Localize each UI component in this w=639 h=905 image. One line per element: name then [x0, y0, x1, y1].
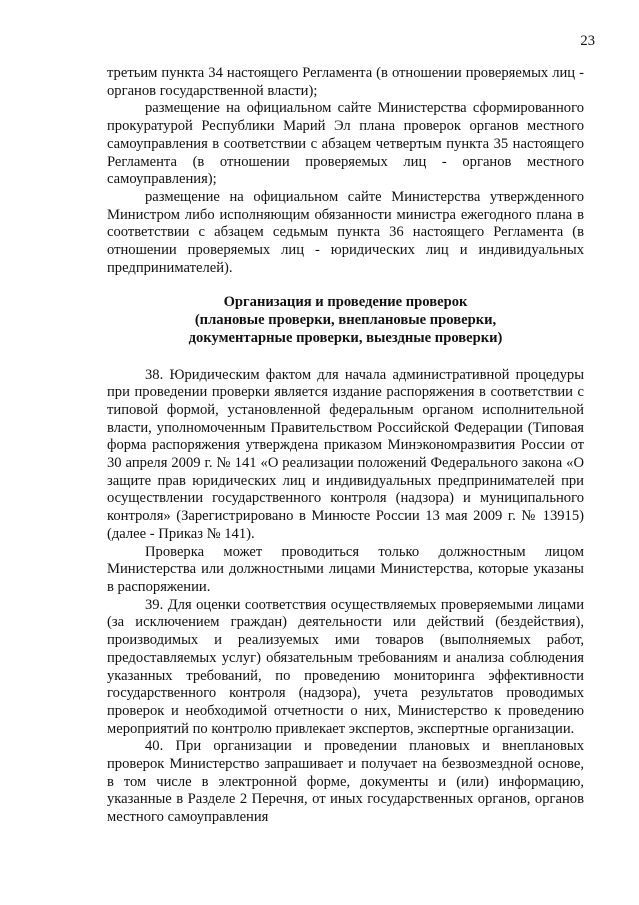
paragraph-40: 40. При организации и проведении плановых и внеплановых проверок Министерство запрашивает и получает на безвозмездной основе, в том числе в электронной форме, документы и (или) информацию, указанные в Разделе 2 Перечня, от иных государственных органов, органов местного самоуправления — [107, 738, 584, 826]
paragraph-inspectors: Проверка может проводиться только должностным лицом Министерства или должностными лицами Министерства, которые указаны в распоряжении. — [107, 543, 584, 595]
section-heading-line: документарные проверки, выездные проверки) — [188, 329, 503, 346]
page-number: 23 — [580, 33, 595, 49]
paragraph-prosecutor-plan: размещение на официальном сайте Министерства сформированного прокуратурой Республики Марий Эл плана проверок органов местного самоуправления в соответствии с абзацем четвертым пункта 35 настоящего Регламента (в отношении проверяемых лиц - органов местного самоуправления); — [107, 100, 584, 188]
paragraph-38: 38. Юридическим фактом для начала административной процедуры при проведении проверки является издание распоряжения в соответствии с типовой формой, установленной федеральным органом исполнительной власти, уполномоченным Правительством Российской Федерации (Типовая форма распоряжения утверждена приказом Минэкономразвития России от 30 апреля 2009 г. № 141 «О реализации положений Федерального закона «О защите прав юридических лиц и индивидуальных предпринимателей при осуществлении государственного контроля (надзора) и муниципального контроля» (Зарегистрировано в Минюсте России 13 мая 2009 г. № 13915) (далее - Приказ № 141). — [107, 366, 584, 542]
spacer — [107, 348, 584, 367]
spacer — [107, 277, 584, 294]
section-heading-line: (плановые проверки, внеплановые проверки, — [194, 312, 497, 329]
paragraph-annual-plan: размещение на официальном сайте Министерства утвержденного Министром либо исполняющим обязанности министра ежегодного плана в соответствии с абзацем седьмым пункта 36 настоящего Регламента (в отношении проверяемых лиц - юридических лиц и индивидуальных предпринимателей). — [107, 188, 584, 276]
paragraph-continuation: третьим пункта 34 настоящего Регламента (в отношении проверяемых лиц - органов государственной власти); — [107, 65, 584, 99]
document-text — [107, 65, 584, 827]
section-heading-line: Организация и проведение проверок — [223, 294, 468, 311]
paragraph-39: 39. Для оценки соответствия осуществляемых проверяемыми лицами (за исключением граждан) деятельности или действий (бездействия), производимых и реализуемых ими товаров (выполняемых работ, предоставляемых услуг) обязательным требованиям и анализа соблюдения указанных требований, по проведению мониторинга эффективности государственного контроля (надзора), учета результатов проводимых проверок и необходимой отчетности о них, Министерство к проведению мероприятий по контролю привлекает экспертов, экспертные организации. — [107, 596, 584, 737]
section-heading — [107, 294, 584, 347]
